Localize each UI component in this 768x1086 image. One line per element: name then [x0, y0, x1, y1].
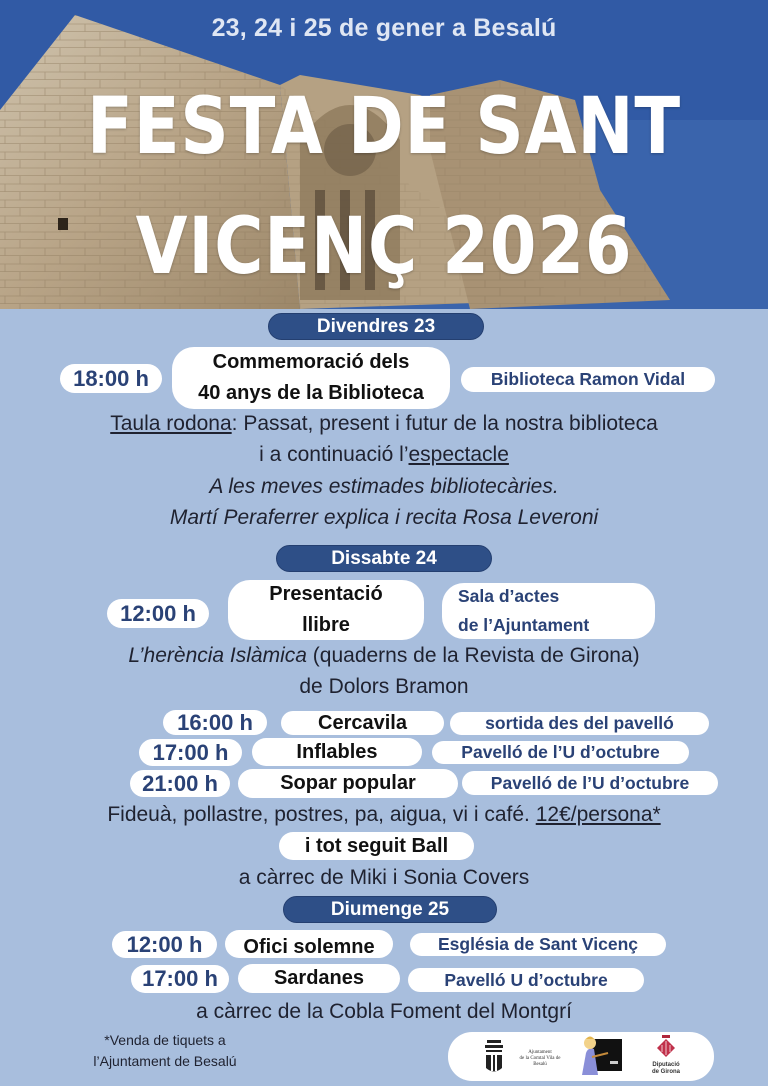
dinner-menu [0, 803, 768, 827]
italic-text: A les meves estimades bibliotecàries. [209, 475, 559, 498]
event-time: 18:00 h [60, 364, 162, 393]
event-place: Biblioteca Ramon Vidal [461, 367, 715, 392]
ticket-note-line1: *Venda de tiquets a [104, 1032, 226, 1048]
page-title-line2: VICENÇ 2026 [135, 202, 633, 292]
description-line [0, 443, 768, 467]
event-place: sortida des del pavelló [450, 712, 709, 735]
logo-biblioteca [578, 1035, 622, 1077]
event-place: Pavelló de l’U d’octubre [432, 741, 689, 764]
diamond-shield-icon [656, 1035, 676, 1057]
event-title [228, 580, 424, 640]
event-dates: 23, 24 i 25 de gener a Besalú [211, 14, 557, 42]
logo-text: Besalú [533, 1062, 547, 1067]
ticket-note-line2: l’Ajuntament de Besalú [93, 1053, 237, 1069]
event-place [442, 583, 655, 639]
italic-text: Martí Peraferrer explica i recita Rosa Leveroni [169, 506, 599, 529]
description-line [0, 475, 768, 499]
ball-label: i tot seguit Ball [279, 832, 474, 860]
event-time: 12:00 h [107, 599, 209, 628]
book-author: de Dolors Bramon [299, 675, 469, 698]
event-title: Inflables [252, 738, 422, 766]
book-line [0, 644, 768, 668]
sponsor-logos [448, 1032, 714, 1081]
event-time: 12:00 h [112, 931, 217, 958]
underlined-text: Taula rodona [110, 412, 232, 435]
event-title: Sopar popular [238, 769, 458, 798]
description-text: (quaderns de la Revista de Girona) [306, 644, 640, 667]
logo-text: Diputació [652, 1062, 680, 1068]
description-text: i a continuació l’ [259, 443, 409, 466]
event-title [172, 347, 450, 409]
event-title: Sardanes [238, 964, 400, 993]
sardanes-performers: a càrrec de la Cobla Foment del Montgrí [196, 1000, 572, 1023]
event-time: 21:00 h [130, 770, 230, 797]
day-header-saturday: Dissabte 24 [276, 545, 492, 572]
page-title-line1: FESTA DE SANT [87, 82, 681, 172]
logo-text: Ajuntament [528, 1050, 552, 1055]
coat-of-arms-icon [482, 1038, 506, 1076]
logo-ajuntament-besalu [482, 1038, 572, 1076]
event-time: 17:00 h [139, 739, 242, 766]
event-place-line2: de l’Ajuntament [458, 615, 590, 635]
event-place: Pavelló U d’octubre [408, 968, 644, 992]
hero-banner [0, 0, 768, 309]
description-text: Fideuà, pollastre, postres, pa, aigua, vi i café. [107, 803, 536, 826]
description-line [0, 412, 768, 436]
ticket-note [60, 1030, 270, 1072]
event-title-line2: 40 anys de la Biblioteca [198, 382, 424, 404]
logo-text: de Girona [651, 1069, 680, 1075]
event-title: Cercavila [281, 711, 444, 735]
event-title-line2: llibre [302, 614, 350, 636]
description-line [0, 506, 768, 530]
day-header-sunday: Diumenge 25 [283, 896, 497, 923]
event-title-line1: Commemoració dels [212, 351, 410, 373]
event-time: 17:00 h [131, 965, 229, 993]
event-title: Ofici solemne [225, 930, 393, 958]
event-place: Església de Sant Vicenç [410, 933, 666, 956]
logo-text: de la Comtal Vila de [519, 1056, 561, 1061]
logo-diputacio-girona [646, 1035, 686, 1079]
description-text: : Passat, present i futur de la nostra biblioteca [231, 412, 658, 435]
event-place-line1: Sala d’actes [458, 586, 560, 606]
violinist-illustration-icon [578, 1035, 622, 1077]
day-header-friday: Divendres 23 [268, 313, 484, 340]
underlined-text: espectacle [408, 443, 509, 466]
italic-text: L’herència Islàmica [128, 644, 307, 667]
event-title-line1: Presentació [269, 583, 383, 605]
event-place: Pavelló de l’U d’octubre [462, 771, 718, 795]
dinner-price: 12€/persona* [535, 803, 661, 826]
ball-performers: a càrrec de Miki i Sonia Covers [238, 866, 530, 889]
event-time: 16:00 h [163, 710, 267, 735]
